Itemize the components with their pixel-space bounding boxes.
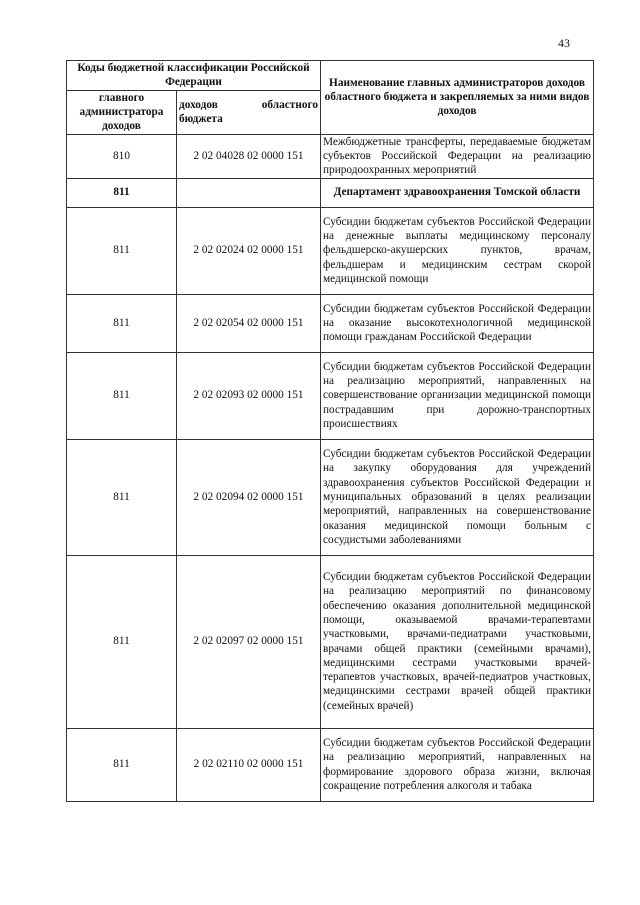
admin-code-cell: 811 [67, 555, 177, 728]
income-name-text: Субсидии бюджетам субъектов Российской Федерации на оказание высокотехнологичной медицинской помощи гражданам Российской Федерации [323, 302, 592, 344]
income-code-cell: 2 02 02097 02 0000 151 [177, 555, 321, 728]
table-row [67, 294, 594, 352]
income-name-text: Субсидии бюджетам субъектов Российской Федерации на реализацию мероприятий, направленных на формирование здорового образа жизни, включая сокращение потребления алкоголя и табака [323, 737, 592, 792]
department-row [67, 178, 594, 207]
income-code-cell: 2 02 02054 02 0000 151 [177, 294, 321, 352]
income-code-cell: 2 02 02094 02 0000 151 [177, 439, 321, 555]
admin-code-cell: 811 [67, 178, 177, 207]
income-name-cell [321, 134, 594, 178]
admin-column-header: главного администратора доходов [67, 90, 177, 134]
income-name-cell [321, 294, 594, 352]
table-row [67, 352, 594, 439]
admin-code-cell: 810 [67, 134, 177, 178]
admin-code-cell: 811 [67, 294, 177, 352]
admin-code-cell: 811 [67, 728, 177, 801]
table-row [67, 439, 594, 555]
department-name-cell: Департамент здравоохранения Томской области [321, 178, 594, 207]
income-name-cell [321, 555, 594, 728]
income-name-text: Межбюджетные трансферты, передаваемые бюджетам субъектов Российской Федерации на реализацию природоохранных мероприятий [323, 135, 592, 177]
table-row [67, 555, 594, 728]
income-name-text: Субсидии бюджетам субъектов Российской Федерации на реализацию мероприятий по финансовому обеспечению оказания дополнительной медицинской помощи, оказываемой врачами-терапевтами участковыми, врачами-педиатрами участковыми, врачами общей практики (семейными врачами), медицинскими сестрами участковыми врачей-терапевтов участковых, врачей-педиатров участковых, медицинскими сестрами врачей общей практики (семейных врачей) [323, 571, 592, 712]
codes-group-header: Коды бюджетной классификации Российской Федерации [67, 61, 321, 91]
income-name-text: Субсидии бюджетам субъектов Российской Федерации на закупку оборудования для учреждений здравоохранения субъектов Российской Федерации и муниципальных образований в целях реализации мероприятий, направленных на совершенствование оказания медицинской помощи больным с сосудистыми заболеваниями [323, 448, 592, 546]
admin-code-cell: 811 [67, 207, 177, 294]
income-name-cell [321, 728, 594, 801]
income-name-text: Субсидии бюджетам субъектов Российской Федерации на реализацию мероприятий, направленных на совершенствование организации медицинской помощи пострадавшим при дорожно-транспортных происшествиях [323, 360, 592, 431]
budget-classification-table [66, 60, 594, 802]
income-name-cell [321, 207, 594, 294]
income-column-header: доходов областного бюджета [177, 90, 321, 134]
admin-code-cell: 811 [67, 352, 177, 439]
name-column-header: Наименование главных администраторов доходов областного бюджета и закрепляемых за ними видов доходов [321, 61, 594, 135]
page-number: 43 [558, 36, 570, 50]
income-name-cell [321, 352, 594, 439]
admin-code-cell: 811 [67, 439, 177, 555]
income-code-cell: 2 02 02110 02 0000 151 [177, 728, 321, 801]
income-name-text: Субсидии бюджетам субъектов Российской Федерации на денежные выплаты медицинскому персоналу фельдшерско-акушерских пунктов, врачам, фельдшерам и медицинским сестрам скорой медицинской помощи [323, 215, 592, 286]
income-code-cell: 2 02 02093 02 0000 151 [177, 352, 321, 439]
income-code-cell: 2 02 04028 02 0000 151 [177, 134, 321, 178]
income-code-cell [177, 178, 321, 207]
table-row [67, 728, 594, 801]
table-row [67, 134, 594, 178]
income-name-cell [321, 439, 594, 555]
income-code-cell: 2 02 02024 02 0000 151 [177, 207, 321, 294]
table-row [67, 207, 594, 294]
